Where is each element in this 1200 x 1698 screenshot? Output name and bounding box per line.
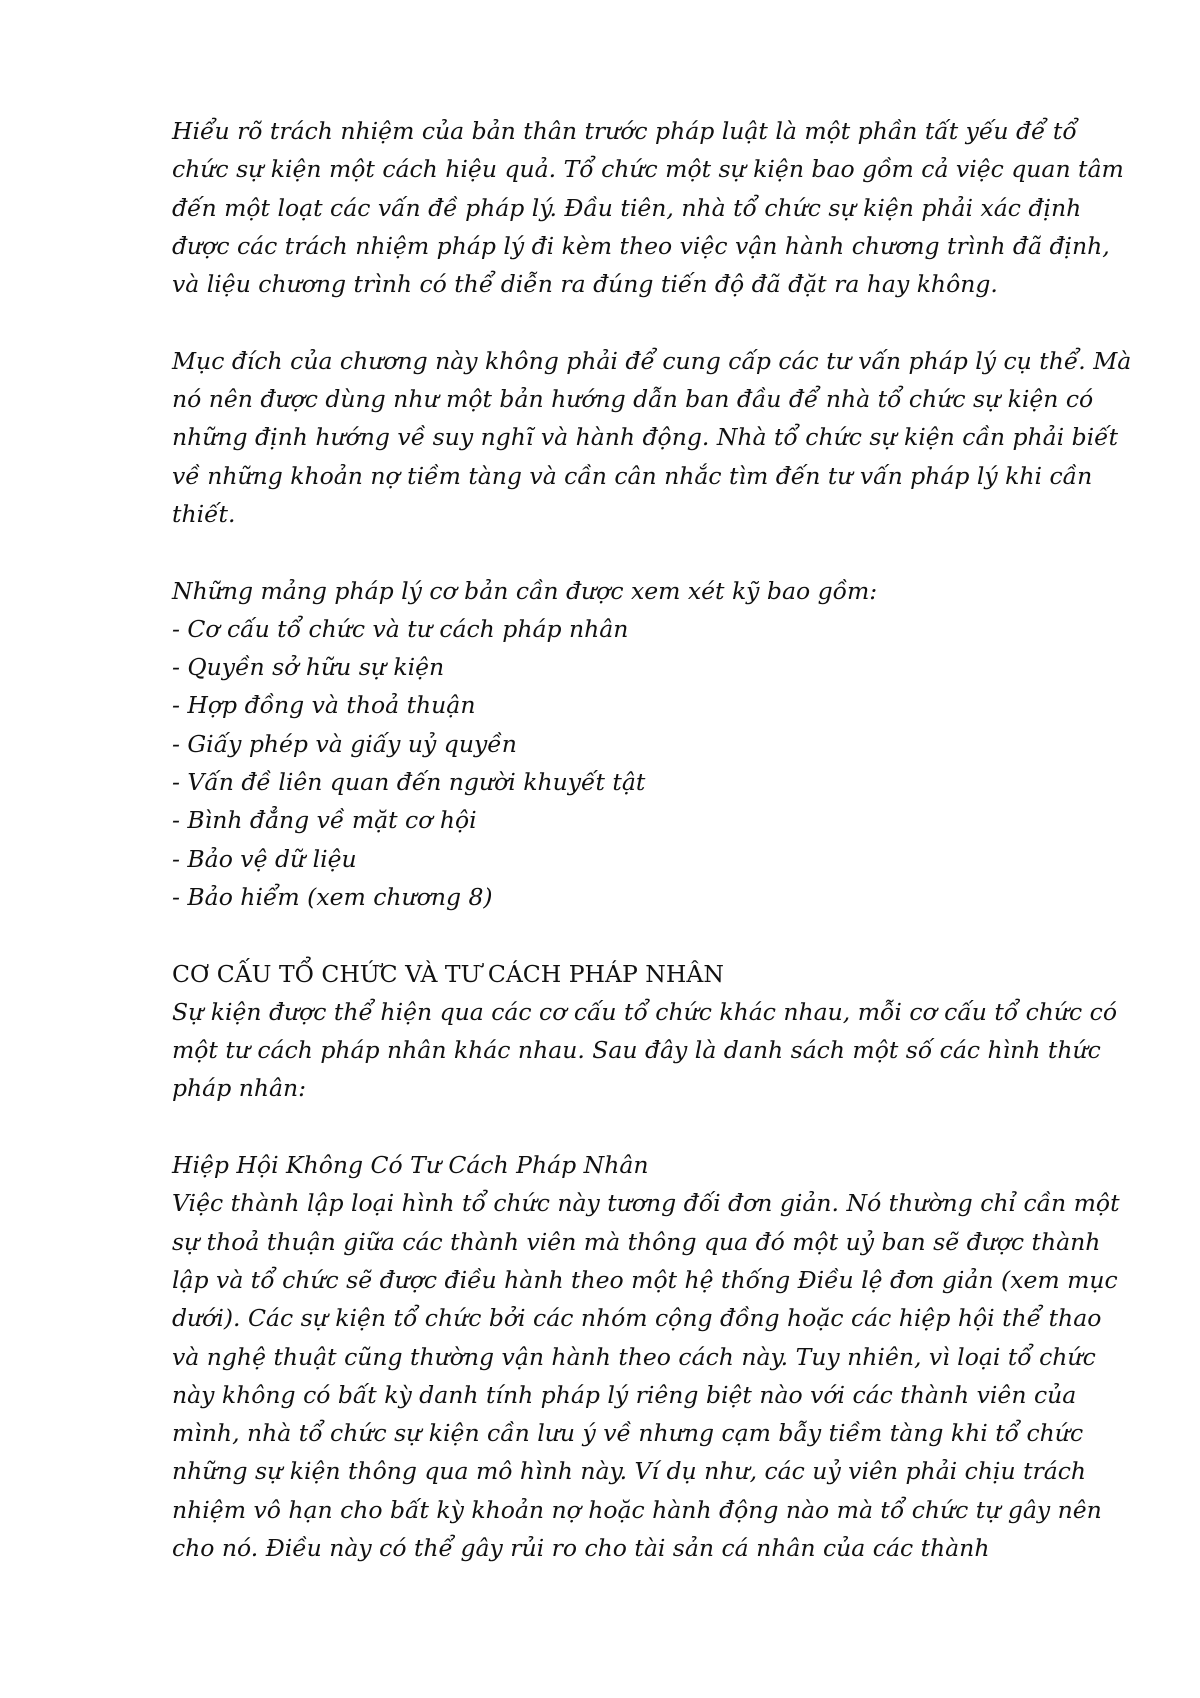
list-item: - Quyền sở hữu sự kiện (172, 653, 445, 682)
list-intro: Những mảng pháp lý cơ bản cần được xem xét kỹ bao gồm: (172, 576, 878, 605)
paragraph-spacer (172, 303, 1132, 341)
document-page (172, 112, 1132, 1567)
subsection-body: Việc thành lập loại hình tổ chức này tương đối đơn giản. Nó thường chỉ cần một sự thoả thuận giữa các thành viên mà thông qua đó một uỷ ban sẽ được thành lập và tổ chức sẽ được điều hành theo một hệ thống Điều lệ đơn giản (xem mục dưới). Các sự kiện tổ chức bởi các nhóm cộng đồng hoặc các hiệp hội thể thao và nghệ thuật cũng thường vận hành theo cách này. Tuy nhiên, vì loại tổ chức này không có bất kỳ danh tính pháp lý riêng biệt nào với các thành viên của mình, nhà tổ chức sự kiện cần lưu ý về nhưng cạm bẫy tiềm tàng khi tổ chức những sự kiện thông qua mô hình này. Ví dụ như, các uỷ viên phải chịu trách nhiệm vô hạn cho bất kỳ khoản nợ hoặc hành động nào mà tổ chức tự gây nên cho nó. Điều này có thể gây rủi ro cho tài sản cá nhân của các thành (172, 1189, 1120, 1562)
purpose-paragraph: Mục đích của chương này không phải để cung cấp các tư vấn pháp lý cụ thể. Mà nó nên được dùng như một bản hướng dẫn ban đầu để nhà tổ chức sự kiện có những định hướng về suy nghĩ và hành động. Nhà tổ chức sự kiện cần phải biết về những khoản nợ tiềm tàng và cần cân nhắc tìm đến tư vấn pháp lý khi cần thiết. (172, 346, 1132, 528)
section-intro: Sự kiện được thể hiện qua các cơ cấu tổ chức khác nhau, mỗi cơ cấu tổ chức có một tư cách pháp nhân khác nhau. Sau đây là danh sách một số các hình thức pháp nhân: (172, 997, 1117, 1103)
paragraph-spacer (172, 916, 1132, 954)
list-item: - Giấy phép và giấy uỷ quyền (172, 729, 517, 758)
list-item: - Bình đẳng về mặt cơ hội (172, 806, 477, 835)
list-item: - Vấn đề liên quan đến người khuyết tật (172, 768, 646, 797)
section-heading: CƠ CẤU TỔ CHỨC VÀ TƯ CÁCH PHÁP NHÂN (172, 959, 724, 988)
list-item: - Cơ cấu tổ chức và tư cách pháp nhân (172, 614, 629, 643)
legal-areas-list (172, 610, 1132, 916)
list-item: - Hợp đồng và thoả thuận (172, 691, 476, 720)
intro-paragraph: Hiểu rõ trách nhiệm của bản thân trước pháp luật là một phần tất yếu để tổ chức sự kiện một cách hiệu quả. Tổ chức một sự kiện bao gồm cả việc quan tâm đến một loạt các vấn đề pháp lý. Đầu tiên, nhà tổ chức sự kiện phải xác định được các trách nhiệm pháp lý đi kèm theo việc vận hành chương trình đã định, và liệu chương trình có thể diễn ra đúng tiến độ đã đặt ra hay không. (172, 117, 1124, 299)
subsection-heading: Hiệp Hội Không Có Tư Cách Pháp Nhân (172, 1151, 649, 1180)
list-item: - Bảo vệ dữ liệu (172, 844, 357, 873)
list-item: - Bảo hiểm (xem chương 8) (172, 882, 493, 911)
paragraph-spacer (172, 533, 1132, 571)
paragraph-spacer (172, 1108, 1132, 1146)
